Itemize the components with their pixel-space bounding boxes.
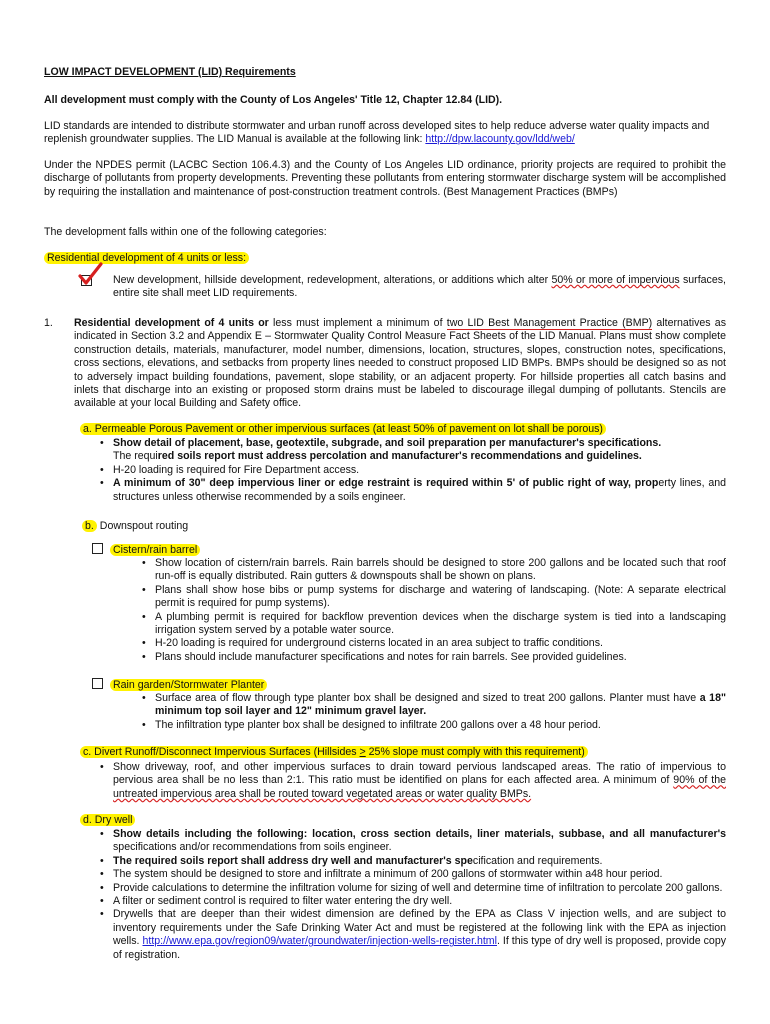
section-b-heading: b. Downspout routing — [82, 520, 726, 533]
categories-intro: The development falls within one of the following categories: — [44, 226, 327, 238]
category-label-line — [44, 252, 726, 265]
section-a-list — [98, 437, 726, 504]
section-d-heading: d. Dry well — [80, 814, 135, 826]
garden-checkbox[interactable] — [92, 678, 103, 689]
list-item: • Plans shall show hose bibs or pump systems for discharge and watering of landscaping. (Note: A separate electrical permit is required for pump systems). — [140, 584, 726, 611]
list-item: • A plumbing permit is required for backflow prevention devices when the discharge system is tied into a landscaping irrigation system served by a potable water source. — [140, 611, 726, 638]
list-item: • Show driveway, roof, and other impervious surfaces to drain toward pervious landscaped areas. The ratio of impervious to pervious area shall be no less than 2:1. This ratio must be identified on plans for each affected area. A minimum of 90% of the untreated impervious area shall be routed toward vegetated areas or water quality BMPs. — [98, 761, 726, 801]
list-item: • Surface area of flow through type planter box shall be designed and sized to treat 200 gallons. Planter must have a 18" minimum top soil layer and 12" minimum gravel layer. — [140, 692, 726, 719]
list-item: • A minimum of 30" deep impervious liner or edge restraint is required within 5' of public right of way, property lines, and structures unless otherwise recommended by a soils engineer. — [98, 477, 726, 504]
list-item: • A filter or sediment control is required to filter water entering the dry well. — [98, 895, 726, 908]
cistern-checkbox[interactable] — [92, 543, 103, 554]
garden-option — [92, 678, 726, 692]
list-item: • H-20 loading is required for underground cisterns located in an area subject to traffic conditions. — [140, 637, 726, 650]
category-checkbox-text: New development, hillside development, redevelopment, alterations, or additions which alter 50% or more of impervious surfaces, entire site shall meet LID requirements. — [113, 274, 726, 300]
cistern-list — [140, 557, 726, 664]
lid-standards-paragraph: LID standards are intended to distribute stormwater and urban runoff across developed sites to help reduce adverse water quality impacts and replenish groundwater supplies. The LID Manual is available at the following link: http://dpw.lacounty.gov/ldd/web/ — [44, 120, 710, 146]
list-item: • Plans should include manufacturer specifications and notes for rain barrels. See provided guidelines. — [140, 651, 726, 664]
list-item: • The infiltration type planter box shall be designed to infiltrate 200 gallons over a 48 hour period. — [140, 719, 726, 732]
section-c-heading: c. Divert Runoff/Disconnect Impervious Surfaces (Hillsides > 25% slope must comply with this requirement) — [80, 746, 588, 758]
section-c-list — [98, 761, 726, 801]
section-d-list — [98, 828, 726, 962]
section-a-heading: a. Permeable Porous Pavement or other impervious surfaces (at least 50% of pavement on lot shall be porous) — [80, 423, 606, 435]
epa-registration-link[interactable]: http://www.epa.gov/region09/water/groundwater/injection-wells-register.html — [142, 935, 497, 948]
garden-list — [140, 692, 726, 732]
section-d-heading-line — [80, 814, 726, 827]
cistern-option — [92, 543, 726, 557]
npdes-paragraph: Under the NPDES permit (LACBC Section 106.4.3) and the County of Los Angeles LID ordinance, priority projects are required to prohibit the discharge of pollutants from property developments. Preventing these pollutants from entering stormwater discharge system will be accomplished by requiring the installation and maintenance of post-construction treatment controls. (Best Management Practices (BMPs) — [44, 159, 726, 198]
list-item: • Show detail of placement, base, geotextile, subgrade, and soil preparation per manufacturer's specifications. The required soils report must address percolation and manufacturer's recommendations and guidelines. — [98, 437, 726, 464]
item-number: 1. — [44, 317, 53, 329]
list-item: • Show location of cistern/rain barrels. Rain barrels should be designed to store 200 gallons and be located such that roof run-off is equally distributed. Rain gutters & downspouts shall be shown on plans. — [140, 557, 726, 584]
lid-manual-link[interactable]: http://dpw.lacounty.gov/ldd/web/ — [425, 133, 575, 146]
list-item: • Show details including the following: location, cross section details, liner materials, subbase, and all manufacturer's specifications and/or recommendations from soils engineer. — [98, 828, 726, 855]
garden-label: Rain garden/Stormwater Planter — [110, 679, 267, 691]
cistern-label: Cistern/rain barrel — [110, 544, 200, 556]
list-item: • The system should be designed to store and infiltrate a minimum of 200 gallons of stormwater within a48 hour period. — [98, 868, 726, 881]
list-item: • The required soils report shall address dry well and manufacturer's specification and requirements. — [98, 855, 726, 868]
county-code-reference: County of Los Angeles' Title 12, Chapter 12.84 (LID). — [240, 94, 503, 106]
list-item: • Drywells that are deeper than their widest dimension are defined by the EPA as Class V injection wells, and are subject to inventory requirements under the Safe Drinking Water Act and must be registered at the following link with the EPA as injection wells. http://www.epa.gov/region09/water/groundwater/injection-wells-register.html. If this type of dry well is proposed, provide copy of registration. — [98, 908, 726, 962]
red-checkmark-icon — [78, 262, 104, 286]
section-a-heading-line — [80, 423, 726, 436]
section-c-heading-line — [80, 746, 726, 759]
list-item: • H-20 loading is required for Fire Department access. — [98, 464, 726, 477]
item1-paragraph: Residential development of 4 units or less must implement a minimum of two LID Best Management Practice (BMP) alternatives as indicated in Section 3.2 and Appendix E – Stormwater Quality Control Measure Fact Sheets of the LID Manual. Plans must show complete construction details, materials, manufacturer, model number, dimensions, location, structures, slopes, construction notes, specifications, cross sections, elevations, and setbacks from property lines needed to construct proposed LID BMPs. BMPs should be designed so as not to adversely impact building foundations, pavement, slope stability, or an adjacent property. For hillside properties all catch basins and inlets that discharge into an existing or proposed storm drains must be labeled to discourage illegal dumping of pollutants. Stencils are available at your local Building and Safety office. — [74, 317, 726, 410]
intro-line: All development must comply with the County of Los Angeles' Title 12, Chapter 12.84 (LID). — [44, 94, 503, 106]
category-label: Residential development of 4 units or less: — [44, 252, 249, 264]
document-title: LOW IMPACT DEVELOPMENT (LID) Requirements — [44, 66, 296, 78]
list-item: • Provide calculations to determine the infiltration volume for sizing of well and determine time of infiltration to percolate 200 gallons. — [98, 882, 726, 895]
